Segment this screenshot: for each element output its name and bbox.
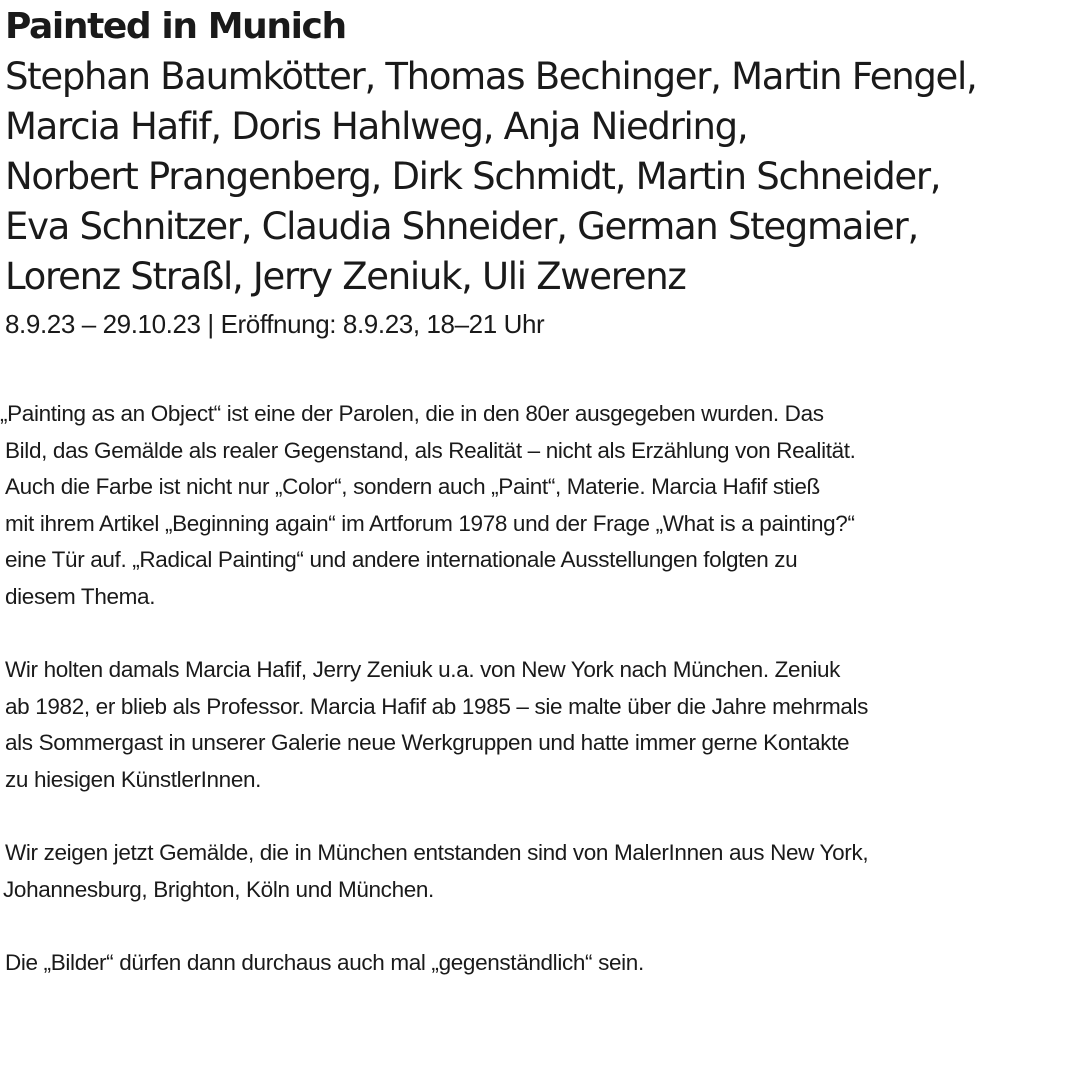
description-line: als Sommergast in unserer Galerie neue Werkgruppen und hatte immer gerne Kontakte [5, 730, 850, 756]
artist-list [5, 52, 1005, 302]
description-line: Bild, das Gemälde als realer Gegenstand, als Realität – nicht als Erzählung von Realität. [5, 437, 856, 463]
artist-list-line: Marcia Hafif, Doris Hahlweg, Anja Niedring, [5, 105, 748, 148]
description-line: Auch die Farbe ist nicht nur „Color“, sondern auch „Paint“, Materie. Marcia Hafif stieß [5, 474, 820, 500]
artist-list-line: Norbert Prangenberg, Dirk Schmidt, Martin Schneider, [5, 155, 941, 198]
description-line: Wir holten damals Marcia Hafif, Jerry Zeniuk u.a. von New York nach München. Zeniuk [5, 657, 841, 683]
artist-list-line: Stephan Baumkötter, Thomas Bechinger, Martin Fengel, [5, 55, 977, 98]
exhibition-dates: 8.9.23 – 29.10.23 | Eröffnung: 8.9.23, 18–21 Uhr [5, 309, 545, 339]
description-line: ab 1982, er blieb als Professor. Marcia Hafif ab 1985 – sie malte über die Jahre mehrmals [5, 693, 869, 719]
description-line: Johannesburg, Brighton, Köln und München. [3, 876, 434, 902]
description-paragraph [0, 396, 1005, 616]
exhibition-description [0, 396, 1005, 1018]
description-line: mit ihrem Artikel „Beginning again“ im Artforum 1978 und der Frage „What is a painting?“ [5, 510, 855, 536]
description-line: eine Tür auf. „Radical Painting“ und andere internationale Ausstellungen folgten zu [5, 547, 798, 573]
description-line: zu hiesigen KünstlerInnen. [5, 766, 262, 792]
description-line: Die „Bilder“ dürfen dann durchaus auch mal „gegenständlich“ sein. [5, 949, 644, 975]
description-line: diesem Thema. [5, 583, 156, 609]
description-line: „Painting as an Object“ ist eine der Parolen, die in den 80er ausgegeben wurden. Das [0, 401, 824, 426]
description-paragraph [5, 945, 1005, 982]
description-paragraph [5, 835, 1005, 908]
description-line: Wir zeigen jetzt Gemälde, die in München entstanden sind von MalerInnen aus New York, [5, 840, 869, 866]
artist-list-line: Lorenz Straßl, Jerry Zeniuk, Uli Zwerenz [5, 255, 686, 298]
description-paragraph [5, 652, 1005, 798]
artist-list-line: Eva Schnitzer, Claudia Shneider, German Stegmaier, [5, 205, 918, 248]
exhibition-title: Painted in Munich [5, 6, 346, 47]
